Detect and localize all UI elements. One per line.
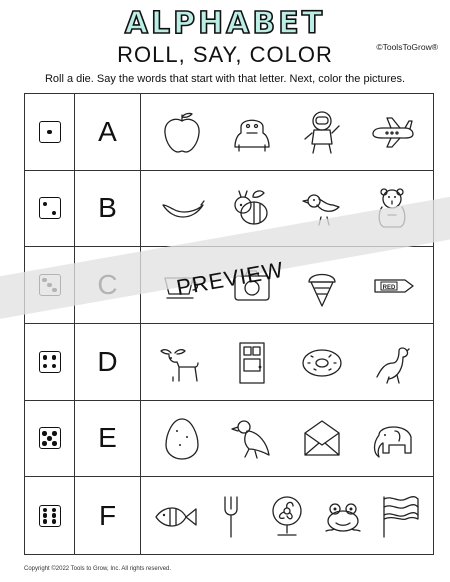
die-face-1-icon [39,121,61,143]
donut-icon [297,337,347,387]
worksheet-title: ALPHABET [124,6,326,41]
banana-icon [157,183,207,233]
door-icon [227,337,277,387]
apple-icon [157,107,207,157]
fish-icon [150,491,200,541]
die-face-4-icon [39,351,61,373]
cone-icon [297,260,347,310]
astronaut-icon [297,107,347,157]
envelope-icon [297,413,347,463]
gorilla-icon [227,107,277,157]
elephant-icon [367,413,417,463]
deer-icon [157,337,207,387]
die-face-6-icon [39,505,61,527]
worksheet-grid [24,93,434,555]
pictures-cell [141,401,433,478]
letter-cell [75,94,141,171]
pictures-cell [141,477,433,554]
footer-copyright: Copyright ©2022 Tools to Grow, Inc. All rights reserved. [24,566,172,572]
die-cell [25,94,75,171]
svg-text:RED: RED [382,285,396,292]
airplane-icon [367,107,417,157]
crayon-icon [367,260,417,310]
dinosaur-icon [367,337,417,387]
die-face-5-icon [39,427,61,449]
die-face-2-icon [39,197,61,219]
instructions: Roll a die. Say the words that start with that letter. Next, color the pictures. [44,73,406,85]
fork-icon [206,491,256,541]
letter: F [98,499,117,531]
letter-cell [75,324,141,401]
bee-icon [227,183,277,233]
eagle-icon [227,413,277,463]
frog-icon [318,491,368,541]
worksheet-subtitle: ROLL, SAY, COLOR [117,42,333,67]
fan-icon [262,491,312,541]
egg-icon [157,413,207,463]
brand-copyright: ©ToolsToGrow® [376,42,438,52]
die-cell [25,171,75,248]
preview-watermark: PREVIEW [174,256,286,301]
letter-cell [75,477,141,554]
die-cell [25,401,75,478]
flag-icon [374,491,424,541]
die-cell [25,324,75,401]
letter-cell [75,401,141,478]
pictures-cell [141,94,433,171]
letter: E [98,422,117,454]
letter-cell [75,171,141,248]
pictures-cell [141,324,433,401]
die-cell [25,477,75,554]
letter: D [97,345,118,377]
letter: B [98,192,117,224]
letter: A [98,115,117,147]
